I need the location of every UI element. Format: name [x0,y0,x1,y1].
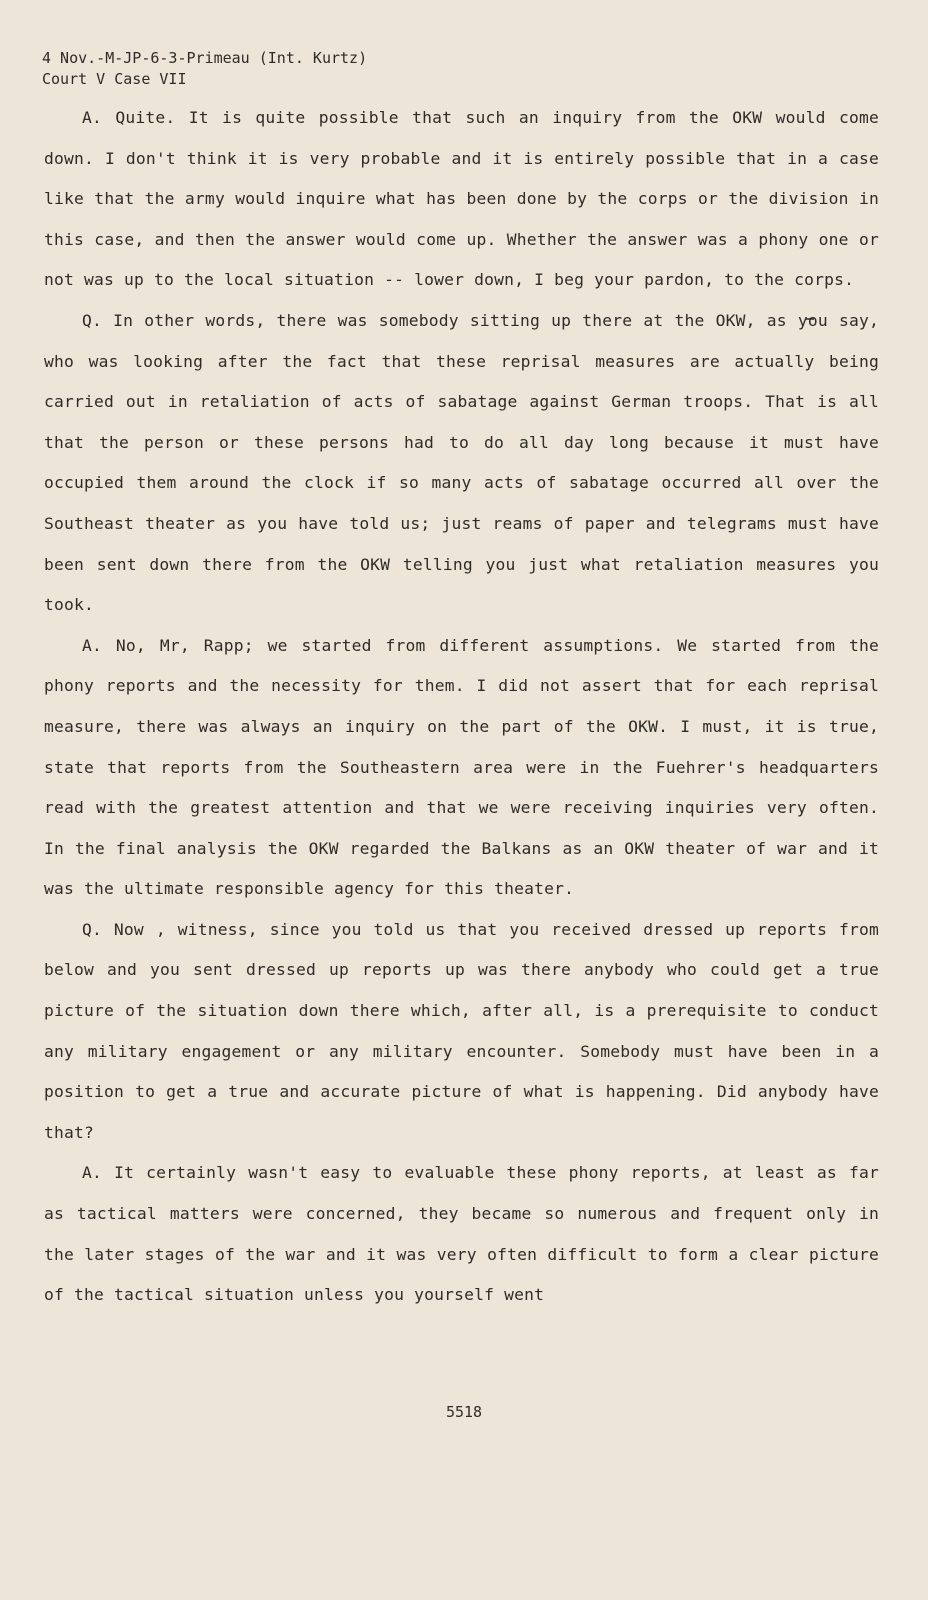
document-header [42,48,367,90]
paragraph-1: A. Quite. It is quite possible that such an inquiry from the OKW would come down. I don't think it is very probable and it is entirely possible that in a case like that the army would inquire what has been done by the corps or the division in this case, and then the answer would come up. Whether the answer was a phony one or not was up to the local situation -- lower down, I beg your pardon, to the corps. [44,108,879,290]
paragraph-5: A. It certainly wasn't easy to evaluable these phony reports, at least as far as tactical matters were concerned, they became so numerous and frequent only in the later stages of the war and it was very often difficult to form a clear picture of the tactical situation unless you yourself went [44,1163,879,1305]
paragraph-2: Q. In other words, there was somebody sitting up there at the OKW, as you say, who was looking after the fact that these reprisal measures are actually being carried out in retaliation of acts of sabatage against German troops. That is all that the person or these persons had to do all day long because it must have occupied them around the clock if so many acts of sabatage occurred all over the Southeast theater as you have told us; just reams of paper and telegrams must have been sent down there from the OKW telling you just what retaliation measures you took. [44,310,879,615]
transcript-body [44,98,879,1316]
header-line-1: 4 Nov.-M-JP-6-3-Primeau (Int. Kurtz) [42,49,368,67]
paragraph-4: Q. Now , witness, since you told us that you received dressed up reports from below and you sent dressed up reports up was there anybody who could get a true picture of the situation down there which, after all, is a prerequisite to conduct any military engagement or any military encounter. Somebody must have been in a position to get a true and accurate picture of what is happening. Did anybody have that? [44,919,879,1142]
paragraph-3: A. No, Mr, Rapp; we started from different assumptions. We started from the phony reports and the necessity for them. I did not assert that for each reprisal measure, there was always an inquiry on the part of the OKW. I must, it is true, state that reports from the Southeastern area were in the Fuehrer's headquarters read with the greatest attention and that we were receiving inquiries very often. In the final analysis the OKW regarded the Balkans as an OKW theater of war and it was the ultimate responsible agency for this theater. [44,635,879,899]
page-number: 5518 [445,1403,483,1421]
header-line-2: Court V Case VII [42,70,187,88]
